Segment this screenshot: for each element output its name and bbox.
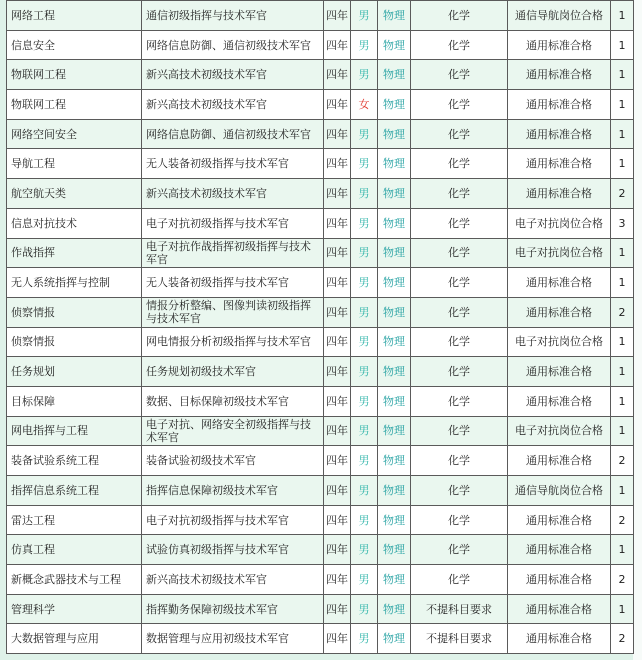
table-row bbox=[7, 208, 634, 238]
major-cell: 信息安全 bbox=[7, 30, 142, 60]
direction-cell: 网电情报分析初级指挥与技术军官 bbox=[142, 327, 324, 357]
standard-cell: 通用标准合格 bbox=[508, 535, 611, 565]
count-cell: 1 bbox=[611, 357, 634, 387]
count-cell: 2 bbox=[611, 297, 634, 327]
count-cell: 3 bbox=[611, 208, 634, 238]
gender-cell: 男 bbox=[351, 327, 378, 357]
years-cell: 四年 bbox=[324, 327, 351, 357]
subject-primary-cell: 物理 bbox=[378, 297, 411, 327]
gender-cell: 男 bbox=[351, 297, 378, 327]
standard-cell: 通用标准合格 bbox=[508, 60, 611, 90]
subject-secondary-cell: 化学 bbox=[411, 386, 508, 416]
table-row bbox=[7, 149, 634, 179]
standard-cell: 通用标准合格 bbox=[508, 565, 611, 595]
direction-cell: 新兴高技术初级技术军官 bbox=[142, 565, 324, 595]
standard-cell: 通用标准合格 bbox=[508, 268, 611, 298]
years-cell: 四年 bbox=[324, 446, 351, 476]
major-cell: 任务规划 bbox=[7, 357, 142, 387]
standard-cell: 电子对抗岗位合格 bbox=[508, 327, 611, 357]
table-row bbox=[7, 535, 634, 565]
direction-cell: 数据管理与应用初级技术军官 bbox=[142, 624, 324, 654]
gender-cell: 男 bbox=[351, 30, 378, 60]
direction-cell: 无人装备初级指挥与技术军官 bbox=[142, 268, 324, 298]
standard-cell: 通用标准合格 bbox=[508, 119, 611, 149]
gender-cell: 男 bbox=[351, 357, 378, 387]
gender-cell: 男 bbox=[351, 624, 378, 654]
years-cell: 四年 bbox=[324, 624, 351, 654]
major-cell: 导航工程 bbox=[7, 149, 142, 179]
standard-cell: 通用标准合格 bbox=[508, 90, 611, 120]
subject-secondary-cell: 化学 bbox=[411, 149, 508, 179]
table-row bbox=[7, 565, 634, 595]
direction-cell: 网络信息防御、通信初级技术军官 bbox=[142, 119, 324, 149]
years-cell: 四年 bbox=[324, 416, 351, 446]
subject-primary-cell: 物理 bbox=[378, 1, 411, 31]
table-row bbox=[7, 30, 634, 60]
table-row bbox=[7, 386, 634, 416]
subject-primary-cell: 物理 bbox=[378, 90, 411, 120]
bottom-strip bbox=[0, 654, 633, 660]
direction-cell: 装备试验初级技术军官 bbox=[142, 446, 324, 476]
major-cell: 物联网工程 bbox=[7, 90, 142, 120]
direction-cell: 指挥信息保障初级技术军官 bbox=[142, 476, 324, 506]
subject-secondary-cell: 化学 bbox=[411, 416, 508, 446]
years-cell: 四年 bbox=[324, 179, 351, 209]
years-cell: 四年 bbox=[324, 149, 351, 179]
major-cell: 仿真工程 bbox=[7, 535, 142, 565]
direction-cell: 试验仿真初级指挥与技术军官 bbox=[142, 535, 324, 565]
direction-cell: 任务规划初级技术军官 bbox=[142, 357, 324, 387]
count-cell: 1 bbox=[611, 535, 634, 565]
standard-cell: 通用标准合格 bbox=[508, 594, 611, 624]
table-row bbox=[7, 476, 634, 506]
subject-secondary-cell: 化学 bbox=[411, 119, 508, 149]
count-cell: 1 bbox=[611, 238, 634, 268]
major-cell: 装备试验系统工程 bbox=[7, 446, 142, 476]
years-cell: 四年 bbox=[324, 476, 351, 506]
gender-cell: 男 bbox=[351, 535, 378, 565]
count-cell: 1 bbox=[611, 386, 634, 416]
years-cell: 四年 bbox=[324, 238, 351, 268]
gender-cell: 男 bbox=[351, 386, 378, 416]
subject-primary-cell: 物理 bbox=[378, 179, 411, 209]
direction-cell: 电子对抗、网络安全初级指挥与技术军官 bbox=[142, 416, 324, 446]
count-cell: 1 bbox=[611, 416, 634, 446]
standard-cell: 通信导航岗位合格 bbox=[508, 1, 611, 31]
count-cell: 1 bbox=[611, 594, 634, 624]
gender-cell: 男 bbox=[351, 149, 378, 179]
table-row bbox=[7, 624, 634, 654]
gender-cell: 男 bbox=[351, 565, 378, 595]
count-cell: 1 bbox=[611, 1, 634, 31]
subject-primary-cell: 物理 bbox=[378, 149, 411, 179]
subject-secondary-cell: 化学 bbox=[411, 208, 508, 238]
standard-cell: 通用标准合格 bbox=[508, 149, 611, 179]
standard-cell: 通用标准合格 bbox=[508, 357, 611, 387]
subject-primary-cell: 物理 bbox=[378, 208, 411, 238]
direction-cell: 无人装备初级指挥与技术军官 bbox=[142, 149, 324, 179]
direction-cell: 电子对抗作战指挥初级指挥与技术军官 bbox=[142, 238, 324, 268]
subject-primary-cell: 物理 bbox=[378, 594, 411, 624]
major-cell: 新概念武器技术与工程 bbox=[7, 565, 142, 595]
direction-cell: 指挥勤务保障初级技术军官 bbox=[142, 594, 324, 624]
right-margin bbox=[633, 0, 642, 660]
table-row bbox=[7, 357, 634, 387]
standard-cell: 通用标准合格 bbox=[508, 505, 611, 535]
gender-cell: 男 bbox=[351, 446, 378, 476]
table-row bbox=[7, 179, 634, 209]
gender-cell: 男 bbox=[351, 60, 378, 90]
direction-cell: 通信初级指挥与技术军官 bbox=[142, 1, 324, 31]
subject-secondary-cell: 化学 bbox=[411, 179, 508, 209]
major-cell: 网络工程 bbox=[7, 1, 142, 31]
standard-cell: 通用标准合格 bbox=[508, 624, 611, 654]
subject-secondary-cell: 化学 bbox=[411, 297, 508, 327]
subject-secondary-cell: 化学 bbox=[411, 327, 508, 357]
count-cell: 1 bbox=[611, 476, 634, 506]
standard-cell: 通用标准合格 bbox=[508, 297, 611, 327]
subject-primary-cell: 物理 bbox=[378, 386, 411, 416]
major-cell: 目标保障 bbox=[7, 386, 142, 416]
subject-primary-cell: 物理 bbox=[378, 30, 411, 60]
gender-cell: 男 bbox=[351, 208, 378, 238]
major-cell: 指挥信息系统工程 bbox=[7, 476, 142, 506]
standard-cell: 电子对抗岗位合格 bbox=[508, 238, 611, 268]
major-cell: 作战指挥 bbox=[7, 238, 142, 268]
subject-primary-cell: 物理 bbox=[378, 446, 411, 476]
count-cell: 1 bbox=[611, 60, 634, 90]
gender-cell: 男 bbox=[351, 119, 378, 149]
major-cell: 侦察情报 bbox=[7, 297, 142, 327]
subject-primary-cell: 物理 bbox=[378, 624, 411, 654]
standard-cell: 通用标准合格 bbox=[508, 179, 611, 209]
years-cell: 四年 bbox=[324, 60, 351, 90]
table-row bbox=[7, 119, 634, 149]
count-cell: 1 bbox=[611, 119, 634, 149]
direction-cell: 新兴高技术初级技术军官 bbox=[142, 60, 324, 90]
standard-cell: 通用标准合格 bbox=[508, 30, 611, 60]
table-row bbox=[7, 416, 634, 446]
count-cell: 1 bbox=[611, 268, 634, 298]
subject-primary-cell: 物理 bbox=[378, 60, 411, 90]
subject-secondary-cell: 化学 bbox=[411, 357, 508, 387]
years-cell: 四年 bbox=[324, 268, 351, 298]
table-row bbox=[7, 505, 634, 535]
direction-cell: 新兴高技术初级技术军官 bbox=[142, 179, 324, 209]
standard-cell: 通信导航岗位合格 bbox=[508, 476, 611, 506]
major-cell: 侦察情报 bbox=[7, 327, 142, 357]
major-cell: 网络空间安全 bbox=[7, 119, 142, 149]
major-cell: 物联网工程 bbox=[7, 60, 142, 90]
gender-cell: 男 bbox=[351, 505, 378, 535]
subject-secondary-cell: 化学 bbox=[411, 238, 508, 268]
subject-secondary-cell: 不提科目要求 bbox=[411, 624, 508, 654]
subject-secondary-cell: 化学 bbox=[411, 446, 508, 476]
years-cell: 四年 bbox=[324, 386, 351, 416]
count-cell: 2 bbox=[611, 565, 634, 595]
major-cell: 无人系统指挥与控制 bbox=[7, 268, 142, 298]
years-cell: 四年 bbox=[324, 594, 351, 624]
standard-cell: 通用标准合格 bbox=[508, 386, 611, 416]
years-cell: 四年 bbox=[324, 208, 351, 238]
years-cell: 四年 bbox=[324, 565, 351, 595]
subject-secondary-cell: 化学 bbox=[411, 90, 508, 120]
table-row bbox=[7, 238, 634, 268]
table-row bbox=[7, 60, 634, 90]
subject-secondary-cell: 化学 bbox=[411, 505, 508, 535]
standard-cell: 电子对抗岗位合格 bbox=[508, 208, 611, 238]
count-cell: 2 bbox=[611, 624, 634, 654]
gender-cell: 男 bbox=[351, 238, 378, 268]
gender-cell: 男 bbox=[351, 1, 378, 31]
subject-primary-cell: 物理 bbox=[378, 119, 411, 149]
subject-secondary-cell: 化学 bbox=[411, 60, 508, 90]
table-body bbox=[7, 1, 634, 654]
table-row bbox=[7, 594, 634, 624]
years-cell: 四年 bbox=[324, 119, 351, 149]
direction-cell: 情报分析整编、图像判读初级指挥与技术军官 bbox=[142, 297, 324, 327]
subject-secondary-cell: 不提科目要求 bbox=[411, 594, 508, 624]
gender-cell: 男 bbox=[351, 179, 378, 209]
years-cell: 四年 bbox=[324, 535, 351, 565]
table-row bbox=[7, 90, 634, 120]
gender-cell: 女 bbox=[351, 90, 378, 120]
count-cell: 1 bbox=[611, 30, 634, 60]
table-row bbox=[7, 268, 634, 298]
table-row bbox=[7, 1, 634, 31]
subject-primary-cell: 物理 bbox=[378, 505, 411, 535]
major-cell: 雷达工程 bbox=[7, 505, 142, 535]
count-cell: 1 bbox=[611, 149, 634, 179]
direction-cell: 电子对抗初级指挥与技术军官 bbox=[142, 505, 324, 535]
count-cell: 2 bbox=[611, 505, 634, 535]
major-cell: 网电指挥与工程 bbox=[7, 416, 142, 446]
gender-cell: 男 bbox=[351, 416, 378, 446]
major-cell: 航空航天类 bbox=[7, 179, 142, 209]
subject-secondary-cell: 化学 bbox=[411, 1, 508, 31]
admission-plan-table bbox=[6, 0, 634, 654]
subject-primary-cell: 物理 bbox=[378, 357, 411, 387]
gender-cell: 男 bbox=[351, 268, 378, 298]
direction-cell: 新兴高技术初级技术军官 bbox=[142, 90, 324, 120]
years-cell: 四年 bbox=[324, 297, 351, 327]
table-row bbox=[7, 446, 634, 476]
subject-secondary-cell: 化学 bbox=[411, 268, 508, 298]
direction-cell: 电子对抗初级指挥与技术军官 bbox=[142, 208, 324, 238]
subject-primary-cell: 物理 bbox=[378, 535, 411, 565]
major-cell: 大数据管理与应用 bbox=[7, 624, 142, 654]
subject-primary-cell: 物理 bbox=[378, 238, 411, 268]
count-cell: 1 bbox=[611, 327, 634, 357]
years-cell: 四年 bbox=[324, 30, 351, 60]
count-cell: 2 bbox=[611, 446, 634, 476]
standard-cell: 电子对抗岗位合格 bbox=[508, 416, 611, 446]
subject-primary-cell: 物理 bbox=[378, 565, 411, 595]
subject-secondary-cell: 化学 bbox=[411, 565, 508, 595]
years-cell: 四年 bbox=[324, 90, 351, 120]
subject-primary-cell: 物理 bbox=[378, 476, 411, 506]
table-row bbox=[7, 297, 634, 327]
standard-cell: 通用标准合格 bbox=[508, 446, 611, 476]
table-row bbox=[7, 327, 634, 357]
major-cell: 信息对抗技术 bbox=[7, 208, 142, 238]
years-cell: 四年 bbox=[324, 1, 351, 31]
gender-cell: 男 bbox=[351, 476, 378, 506]
direction-cell: 网络信息防御、通信初级技术军官 bbox=[142, 30, 324, 60]
count-cell: 2 bbox=[611, 179, 634, 209]
subject-secondary-cell: 化学 bbox=[411, 535, 508, 565]
years-cell: 四年 bbox=[324, 357, 351, 387]
subject-secondary-cell: 化学 bbox=[411, 30, 508, 60]
major-cell: 管理科学 bbox=[7, 594, 142, 624]
subject-primary-cell: 物理 bbox=[378, 327, 411, 357]
direction-cell: 数据、目标保障初级技术军官 bbox=[142, 386, 324, 416]
subject-primary-cell: 物理 bbox=[378, 268, 411, 298]
gender-cell: 男 bbox=[351, 594, 378, 624]
subject-primary-cell: 物理 bbox=[378, 416, 411, 446]
subject-secondary-cell: 化学 bbox=[411, 476, 508, 506]
count-cell: 1 bbox=[611, 90, 634, 120]
years-cell: 四年 bbox=[324, 505, 351, 535]
